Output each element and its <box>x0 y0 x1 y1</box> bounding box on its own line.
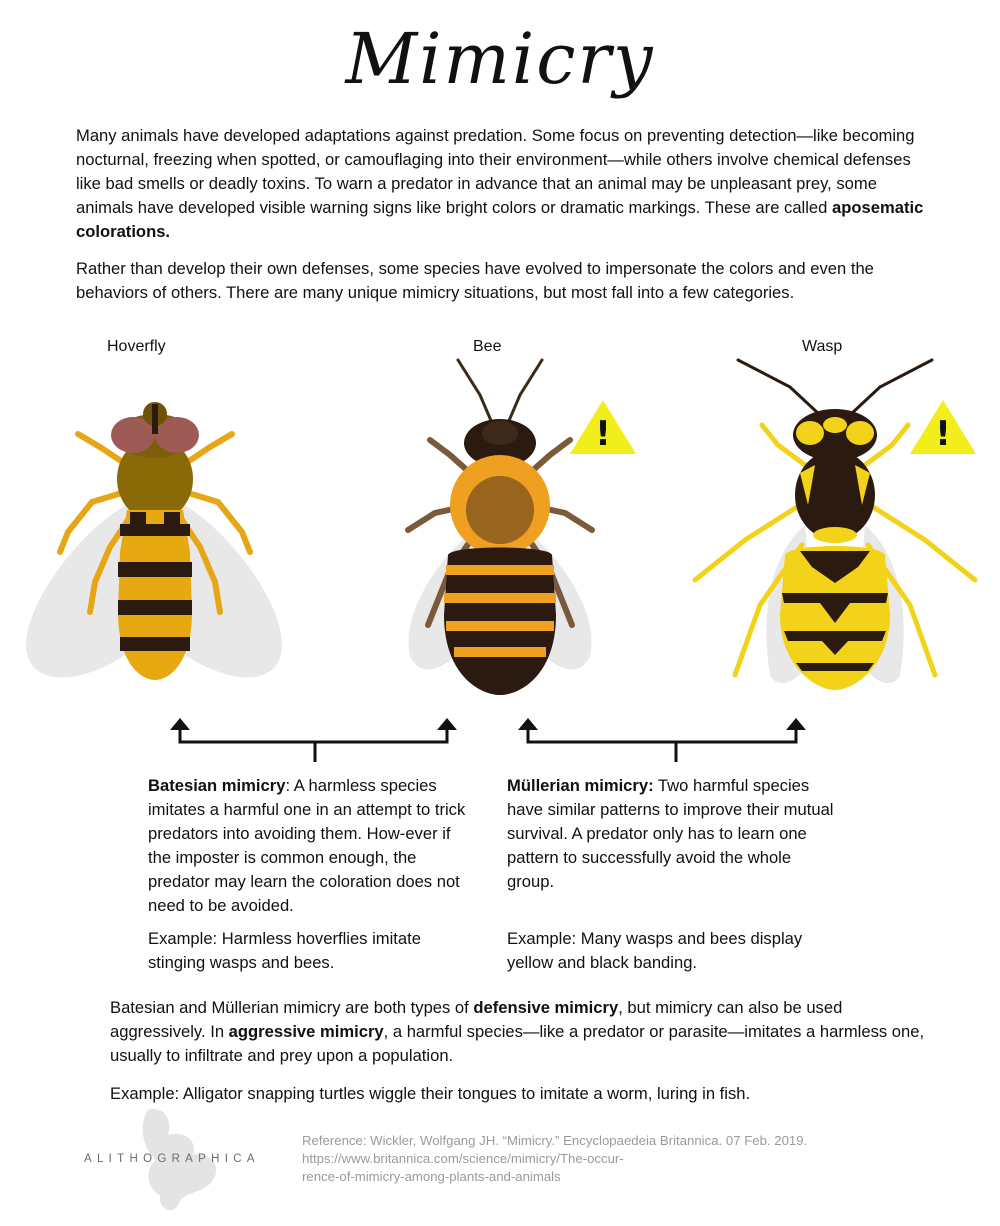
wasp-thorax-icon <box>795 450 875 543</box>
hoverfly-abdomen-icon <box>118 510 192 680</box>
mullerian-example: Example: Many wasps and bees display yellow and black banding. <box>507 929 803 972</box>
arrow-up-icon <box>437 718 457 730</box>
alithographica-logo-text: ALITHOGRAPHICA <box>84 1153 260 1165</box>
intro-paragraph-2: Rather than develop their own defenses, some species have evolved to impersonate the colors and even the behaviors of others. There are many unique mimicry situations, but most fall into a few categories. <box>76 259 874 302</box>
reference-url-line: https://www.britannica.com/science/mimicry/The-occur- <box>302 1151 624 1166</box>
reference-citation <box>302 1132 902 1186</box>
batesian-description <box>148 774 468 918</box>
batesian-text: : A harmless species imitates a harmful one in an attempt to trick predators into avoiding them. How-ever if the imposter is common enough, the predator may learn the coloration does not need to be avoided. <box>148 776 466 915</box>
aggressive-mimicry-term: aggressive mimicry <box>228 1022 384 1041</box>
warning-mark: ! <box>595 414 611 454</box>
hoverfly-label: Hoverfly <box>107 338 166 355</box>
hoverfly-illustration <box>20 392 290 702</box>
bee-thorax-icon <box>450 455 550 555</box>
defensive-text-2: , but mimicry can also be used aggressively. In <box>110 998 843 1041</box>
intro-paragraph-1 <box>76 124 936 244</box>
reference-line: Reference: Wickler, Wolfgang JH. “Mimicry.” Encyclopaedeia Britannica. 07 Feb. 2019. <box>302 1133 808 1148</box>
mullerian-description <box>507 774 837 894</box>
defensive-text-3: , a harmful species—like a predator or parasite—imitates a harmless one, usually to infiltrate and prey upon a population. <box>110 1022 925 1065</box>
intro-text: Many animals have developed adaptations against predation. Some focus on preventing detection—like becoming nocturnal, freezing when spotted, or camouflaging into their environment—while others involve chemical defenses like bad smells or deadly toxins. To warn a predator in advance that an animal may be unpleasant prey, some animals have developed visible warning signs like bright colors or dramatic markings. These are called <box>76 126 915 217</box>
hoverfly-head-icon <box>111 402 199 458</box>
mullerian-bracket <box>528 726 796 762</box>
defensive-paragraph <box>110 996 930 1068</box>
page-title: Mimicry <box>345 18 655 100</box>
bee-label: Bee <box>473 338 502 355</box>
aposematic-term: aposematic colorations. <box>76 198 924 241</box>
mimicry-brackets <box>0 712 1000 772</box>
warning-mark: ! <box>935 414 951 454</box>
defensive-mimicry-term: defensive mimicry <box>473 998 619 1017</box>
arrow-up-icon <box>170 718 190 730</box>
arrow-up-icon <box>518 718 538 730</box>
batesian-example: Example: Harmless hoverflies imitate stinging wasps and bees. <box>148 929 421 972</box>
bee-abdomen-icon <box>444 548 556 696</box>
batesian-term: Batesian mimicry <box>148 776 286 795</box>
wasp-label: Wasp <box>802 338 843 355</box>
aggressive-example: Example: Alligator snapping turtles wiggle their tongues to imitate a worm, luring in fish. <box>110 1084 751 1103</box>
mullerian-term: Müllerian mimicry: <box>507 776 654 795</box>
warning-icon <box>908 397 978 457</box>
warning-icon <box>568 397 638 457</box>
defensive-text-1: Batesian and Müllerian mimicry are both types of <box>110 998 474 1017</box>
arrow-up-icon <box>786 718 806 730</box>
batesian-bracket <box>180 726 447 762</box>
mullerian-text: Two harmful species have similar patterns to improve their mutual survival. A predator only has to learn one pattern to successfully avoid the whole group. <box>507 776 834 891</box>
reference-url-line: rence-of-mimicry-among-plants-and-animals <box>302 1169 561 1184</box>
wasp-antennae-icon <box>738 360 932 415</box>
bee-antennae-icon <box>458 360 542 423</box>
